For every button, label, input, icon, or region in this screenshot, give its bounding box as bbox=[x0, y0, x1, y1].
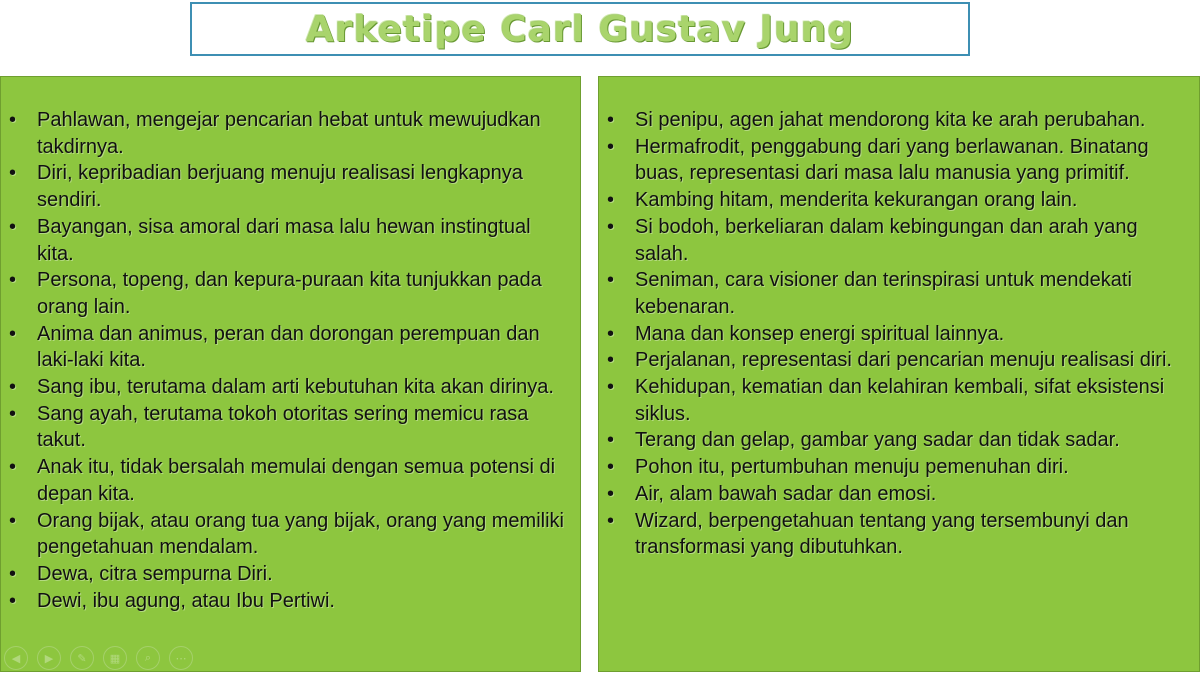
slideshow-controls bbox=[4, 646, 193, 670]
left-list-item: • Persona, topeng, dan kepura-puraan kita tunjukkan pada orang lain. bbox=[37, 267, 566, 320]
left-list-item: • Dewa, citra sempurna Diri. bbox=[37, 561, 566, 588]
right-list-item: • Perjalanan, representasi dari pencarian menuju realisasi diri. bbox=[635, 347, 1189, 374]
pen-icon[interactable]: ✎ bbox=[70, 646, 94, 670]
left-list-item: • Diri, kepribadian berjuang menuju realisasi lengkapnya sendiri. bbox=[37, 160, 566, 213]
right-list-item: • Wizard, berpengetahuan tentang yang tersembunyi dan transformasi yang dibutuhkan. bbox=[635, 508, 1189, 561]
left-list-item: • Sang ibu, terutama dalam arti kebutuhan kita akan dirinya. bbox=[37, 374, 566, 401]
previous-slide-icon[interactable]: ◀ bbox=[4, 646, 28, 670]
left-list-item: • Bayangan, sisa amoral dari masa lalu hewan instingtual kita. bbox=[37, 214, 566, 267]
right-list-item: • Pohon itu, pertumbuhan menuju pemenuhan diri. bbox=[635, 454, 1189, 481]
more-options-icon[interactable]: ⋯ bbox=[169, 646, 193, 670]
title-box bbox=[190, 2, 970, 56]
right-archetype-list bbox=[599, 107, 1199, 561]
left-list-item: • Pahlawan, mengejar pencarian hebat untuk mewujudkan takdirnya. bbox=[37, 107, 566, 160]
right-list-item: • Kambing hitam, menderita kekurangan orang lain. bbox=[635, 187, 1189, 214]
right-panel bbox=[598, 76, 1200, 672]
right-list-item: • Mana dan konsep energi spiritual lainnya. bbox=[635, 321, 1189, 348]
left-list-item: • Sang ayah, terutama tokoh otoritas sering memicu rasa takut. bbox=[37, 401, 566, 454]
left-list-item: • Anima dan animus, peran dan dorongan perempuan dan laki-laki kita. bbox=[37, 321, 566, 374]
slide-title: Arketipe Carl Gustav Jung bbox=[305, 8, 855, 50]
slides-grid-icon[interactable]: ▦ bbox=[103, 646, 127, 670]
left-list-item: • Dewi, ibu agung, atau Ibu Pertiwi. bbox=[37, 588, 566, 615]
right-list-item: • Si bodoh, berkeliaran dalam kebingungan dan arah yang salah. bbox=[635, 214, 1189, 267]
left-archetype-list bbox=[1, 107, 580, 614]
next-slide-icon[interactable]: ▶ bbox=[37, 646, 61, 670]
left-list-item: • Anak itu, tidak bersalah memulai dengan semua potensi di depan kita. bbox=[37, 454, 566, 507]
left-list-item: • Orang bijak, atau orang tua yang bijak, orang yang memiliki pengetahuan mendalam. bbox=[37, 508, 566, 561]
right-list-item: • Seniman, cara visioner dan terinspirasi untuk mendekati kebenaran. bbox=[635, 267, 1189, 320]
right-list-item: • Terang dan gelap, gambar yang sadar dan tidak sadar. bbox=[635, 427, 1189, 454]
right-list-item: • Hermafrodit, penggabung dari yang berlawanan. Binatang buas, representasi dari masa lalu manusia yang primitif. bbox=[635, 134, 1189, 187]
left-panel bbox=[0, 76, 581, 672]
right-list-item: • Kehidupan, kematian dan kelahiran kembali, sifat eksistensi siklus. bbox=[635, 374, 1189, 427]
right-list-item: • Air, alam bawah sadar dan emosi. bbox=[635, 481, 1189, 508]
right-list-item: • Si penipu, agen jahat mendorong kita ke arah perubahan. bbox=[635, 107, 1189, 134]
zoom-icon[interactable]: ⌕ bbox=[136, 646, 160, 670]
